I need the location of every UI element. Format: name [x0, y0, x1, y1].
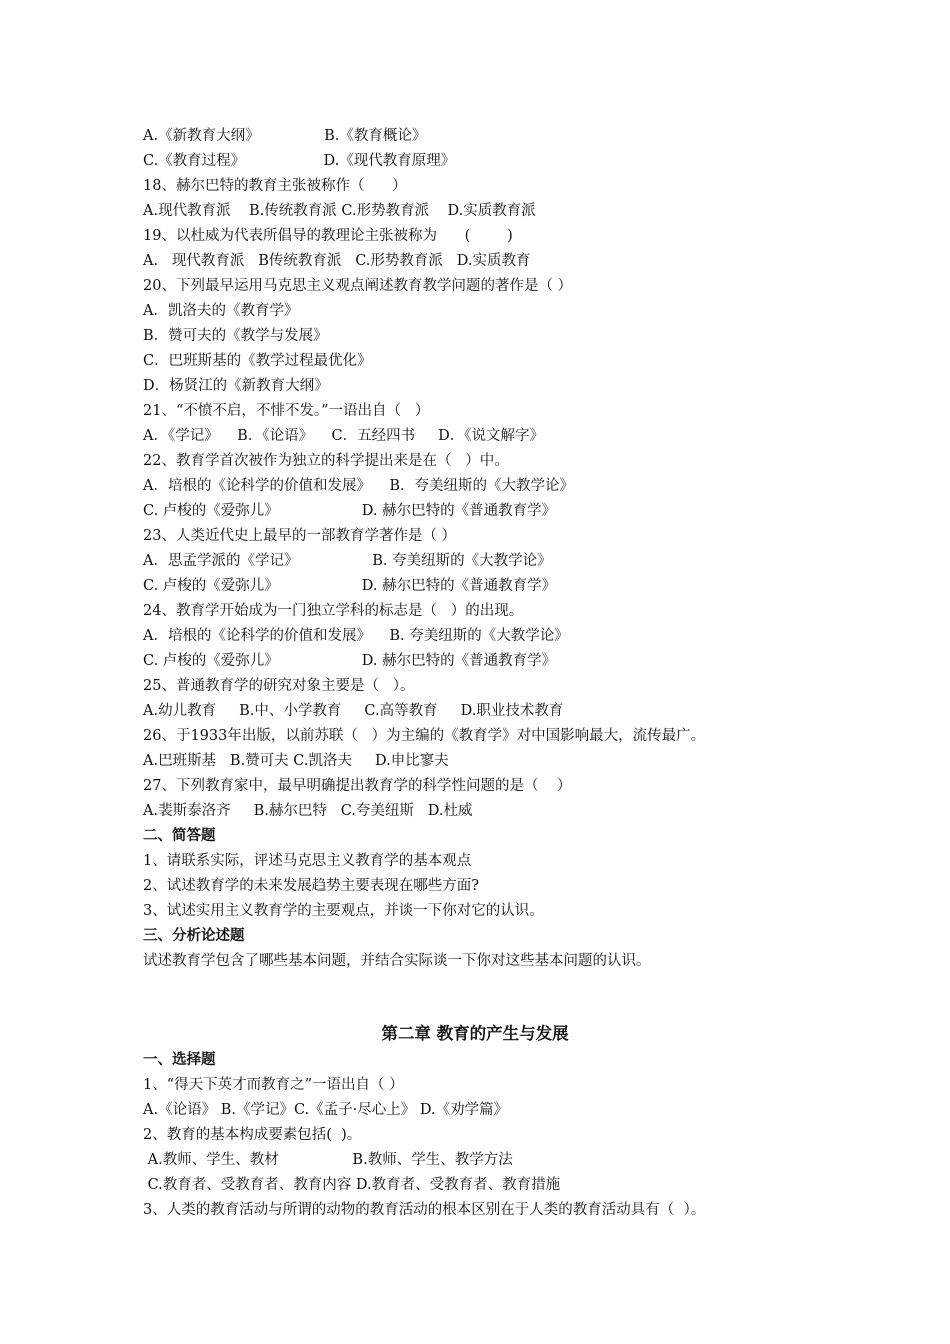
question-stem: 19、以杜威为代表所倡导的教理论主张被称为 ( ) [143, 228, 513, 244]
question-option-line: C. 卢梭的《爱弥儿》 D. 赫尔巴特的《普通教育学》 [143, 578, 557, 594]
question-option-line: A.巴班斯基 B.赞可夫 C.凯洛夫 D.申比寥夫 [143, 753, 449, 769]
question-stem: 1、“得天下英才而教育之”一语出自（ ） [143, 1077, 404, 1093]
question-stem: 22、教育学首次被作为独立的科学提出来是在（ ）中。 [143, 453, 509, 469]
chapter-title: 第二章 教育的产生与发展 [381, 1024, 569, 1043]
section-heading-essay: 三、分析论述题 [143, 927, 245, 944]
question-option-line: A.幼儿教育 B.中、小学教育 C.高等教育 D.职业技术教育 [143, 703, 564, 719]
question-option-line: C. 卢梭的《爱弥儿》 D. 赫尔巴特的《普通教育学》 [143, 653, 557, 669]
question-option-line: A.裴斯泰洛齐 B.赫尔巴特 C.夸美纽斯 D.杜威 [143, 803, 473, 819]
question-stem: 2、教育的基本构成要素包括( )。 [143, 1127, 362, 1143]
question-option-line: A．凯洛夫的《教育学》 [143, 303, 299, 319]
question-option-line: A．思孟学派的《学记》 B. 夸美纽斯的《大教学论》 [143, 553, 552, 569]
short-answer-item: 3、试述实用主义教育学的主要观点，并谈一下你对它的认识。 [143, 903, 544, 919]
short-answer-item: 1、请联系实际，评述马克思主义教育学的基本观点 [143, 853, 472, 869]
question-option-line: A.《新教育大纲》 B.《教育概论》 [143, 128, 427, 144]
question-option-line: A．培根的《论科学的价值和发展》 B. 夸美纽斯的《大教学论》 [143, 628, 569, 644]
question-stem: 20、下列最早运用马克思主义观点阐述教育教学问题的著作是（ ） [143, 278, 573, 294]
question-option-line: A. 现代教育派 B传统教育派 C.形势教育派 D.实质教育 [143, 253, 531, 269]
question-option-line: C.《教育过程》 D.《现代教育原理》 [143, 153, 456, 169]
question-option-line: A.现代教育派 B.传统教育派 C.形势教育派 D.实质教育派 [143, 203, 536, 219]
question-option-line: B．赞可夫的《教学与发展》 [143, 328, 328, 344]
question-stem: 23、人类近代史上最早的一部教育学著作是（ ） [143, 528, 457, 544]
question-option-line: C.教育者、受教育者、教育内容 D.教育者、受教育者、教育措施 [143, 1177, 561, 1193]
question-option-line: A.《论语》 B.《学记》C.《孟子·尽心上》 D.《劝学篇》 [143, 1102, 509, 1118]
section-heading-choice: 一、选择题 [143, 1051, 216, 1068]
question-option-line: D．杨贤江的《新教育大纲》 [143, 378, 329, 394]
question-stem: 18、赫尔巴特的教育主张被称作（ ） [143, 178, 407, 194]
question-stem: 25、普通教育学的研究对象主要是（ ）。 [143, 678, 415, 694]
section-heading-short-answer: 二、简答题 [143, 827, 216, 844]
question-stem: 3、人类的教育活动与所谓的动物的教育活动的根本区别在于人类的教育活动具有（ ）。 [143, 1202, 706, 1218]
short-answer-item: 2、试述教育学的未来发展趋势主要表现在哪些方面? [143, 878, 479, 894]
question-option-line: A.教师、学生、教材 B.教师、学生、教学方法 [143, 1152, 513, 1168]
question-stem: 24、教育学开始成为一门独立学科的标志是（ ）的出现。 [143, 603, 524, 619]
essay-item: 试述教育学包含了哪些基本问题，并结合实际谈一下你对这些基本问题的认识。 [143, 953, 651, 969]
question-option-line: C．巴班斯基的《教学过程最优化》 [143, 353, 372, 369]
question-option-line: A．《学记》 B．《论语》 C．五经四书 D．《说文解字》 [143, 428, 545, 444]
question-option-line: C. 卢梭的《爱弥儿》 D. 赫尔巴特的《普通教育学》 [143, 503, 557, 519]
question-stem: 26、于1933年出版，以前苏联（ ）为主编的《教育学》对中国影响最大，流传最广。 [143, 728, 706, 744]
question-option-line: A．培根的《论科学的价值和发展》 B．夸美纽斯的《大教学论》 [143, 478, 575, 494]
question-stem: 27、下列教育家中，最早明确提出教育学的科学性问题的是（ ） [143, 778, 572, 794]
question-stem: 21、“不愤不启，不悱不发。”一语出自（ ） [143, 403, 430, 419]
